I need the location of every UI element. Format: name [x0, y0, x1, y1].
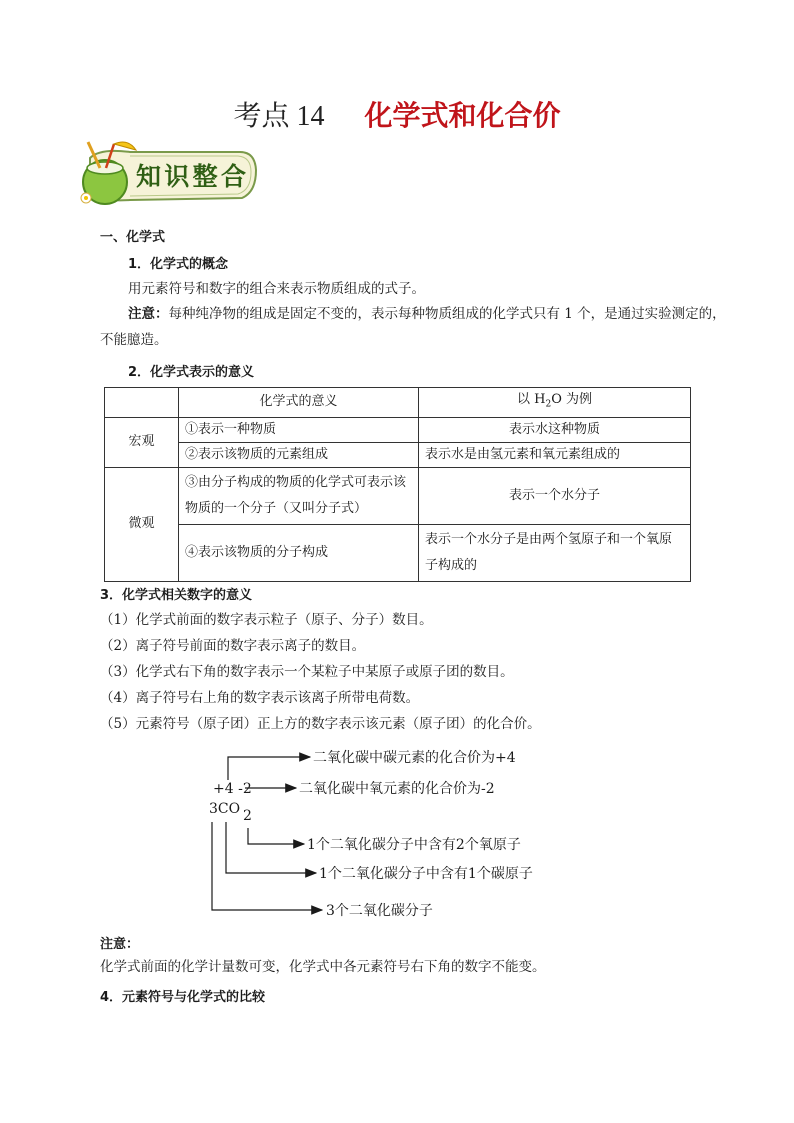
table-cell [105, 388, 179, 418]
table-cell: ②表示该物质的元素组成 [179, 442, 419, 467]
co2-meaning-diagram [180, 740, 620, 930]
table-cell: ③由分子构成的物质的化学式可表示该物质的一个分子（又叫分子式） [179, 467, 419, 524]
micro-label: 微观 [105, 467, 179, 581]
diagram-label: 3个二氧化碳分子 [326, 903, 433, 919]
table-row [105, 417, 691, 442]
note2-label: 注意： [100, 937, 140, 952]
note-text-b: 不能臆造。 [100, 332, 168, 348]
concept-text: 用元素符号和数字的组合来表示物质组成的式子。 [128, 281, 425, 297]
table-cell: ①表示一种物质 [179, 417, 419, 442]
subheading-concept: 1．化学式的概念 [128, 257, 229, 272]
table-row [105, 467, 691, 524]
table-header-example: 以 $H_2O$ 为例 [419, 388, 691, 418]
diagram-label: 二氧化碳中氧元素的化合价为-2 [299, 781, 495, 797]
arrow-carbon-count [226, 822, 316, 873]
table-cell: ④表示该物质的分子构成 [179, 524, 419, 581]
table-cell: 表示一个水分子 [419, 467, 691, 524]
umbrella-icon [114, 142, 136, 150]
subheading-numbers: 3．化学式相关数字的意义 [100, 588, 253, 603]
list-item: （1）化学式前面的数字表示粒子（原子、分子）数目。 [100, 612, 433, 628]
table-row [105, 442, 691, 467]
subheading-meaning: 2．化学式表示的意义 [128, 365, 255, 380]
valence-label: +4 -2 [213, 781, 252, 797]
table-row [105, 524, 691, 581]
note-text-a: 每种纯净物的组成是固定不变的，表示每种物质组成的化学式只有 1 个，是通过实验测定的， [168, 306, 726, 322]
formula-sub: 2 [243, 808, 252, 824]
table-cell: 表示水是由氢元素和氧元素组成的 [419, 442, 691, 467]
meaning-table [104, 387, 691, 582]
table-header-meaning: 化学式的意义 [179, 388, 419, 418]
knowledge-badge [70, 140, 260, 210]
section-heading-formula: 一、化学式 [100, 230, 166, 245]
table-header-row [105, 388, 691, 418]
page-title [0, 96, 794, 137]
note-label: 注意： [128, 306, 169, 322]
macro-label: 宏观 [105, 417, 179, 467]
diagram-label: 1个二氧化碳分子中含有2个氧原子 [307, 837, 521, 853]
list-item: （2）离子符号前面的数字表示离子的数目。 [100, 638, 366, 654]
list-item: （3）化学式右下角的数字表示一个某粒子中某原子或原子团的数目。 [100, 664, 514, 680]
arrow-oxygen-count [248, 828, 304, 844]
subheading-comparison: 4．元素符号与化学式的比较 [100, 990, 266, 1005]
badge-label: 知识整合 [136, 162, 246, 191]
diagram-label: 二氧化碳中碳元素的化合价为+4 [313, 750, 516, 766]
title-number: 考点 14 [233, 101, 325, 132]
arrow-carbon-valence [228, 757, 310, 780]
list-item: （5）元素符号（原子团）正上方的数字表示该元素（原子团）的化合价。 [100, 716, 541, 732]
arrow-molecule-count [212, 822, 322, 910]
note-paragraph [128, 304, 726, 324]
table-cell: 表示一个水分子是由两个氢原子和一个氧原子构成的 [419, 524, 691, 581]
formula-main: 3CO [209, 801, 241, 817]
list-item: （4）离子符号右上角的数字表示该离子所带电荷数。 [100, 690, 420, 706]
note2-text: 化学式前面的化学计量数可变，化学式中各元素符号右下角的数字不能变。 [100, 959, 546, 975]
title-name: 化学式和化合价 [364, 99, 561, 132]
diagram-label: 1个二氧化碳分子中含有1个碳原子 [319, 866, 533, 882]
table-cell: 表示水这种物质 [419, 417, 691, 442]
